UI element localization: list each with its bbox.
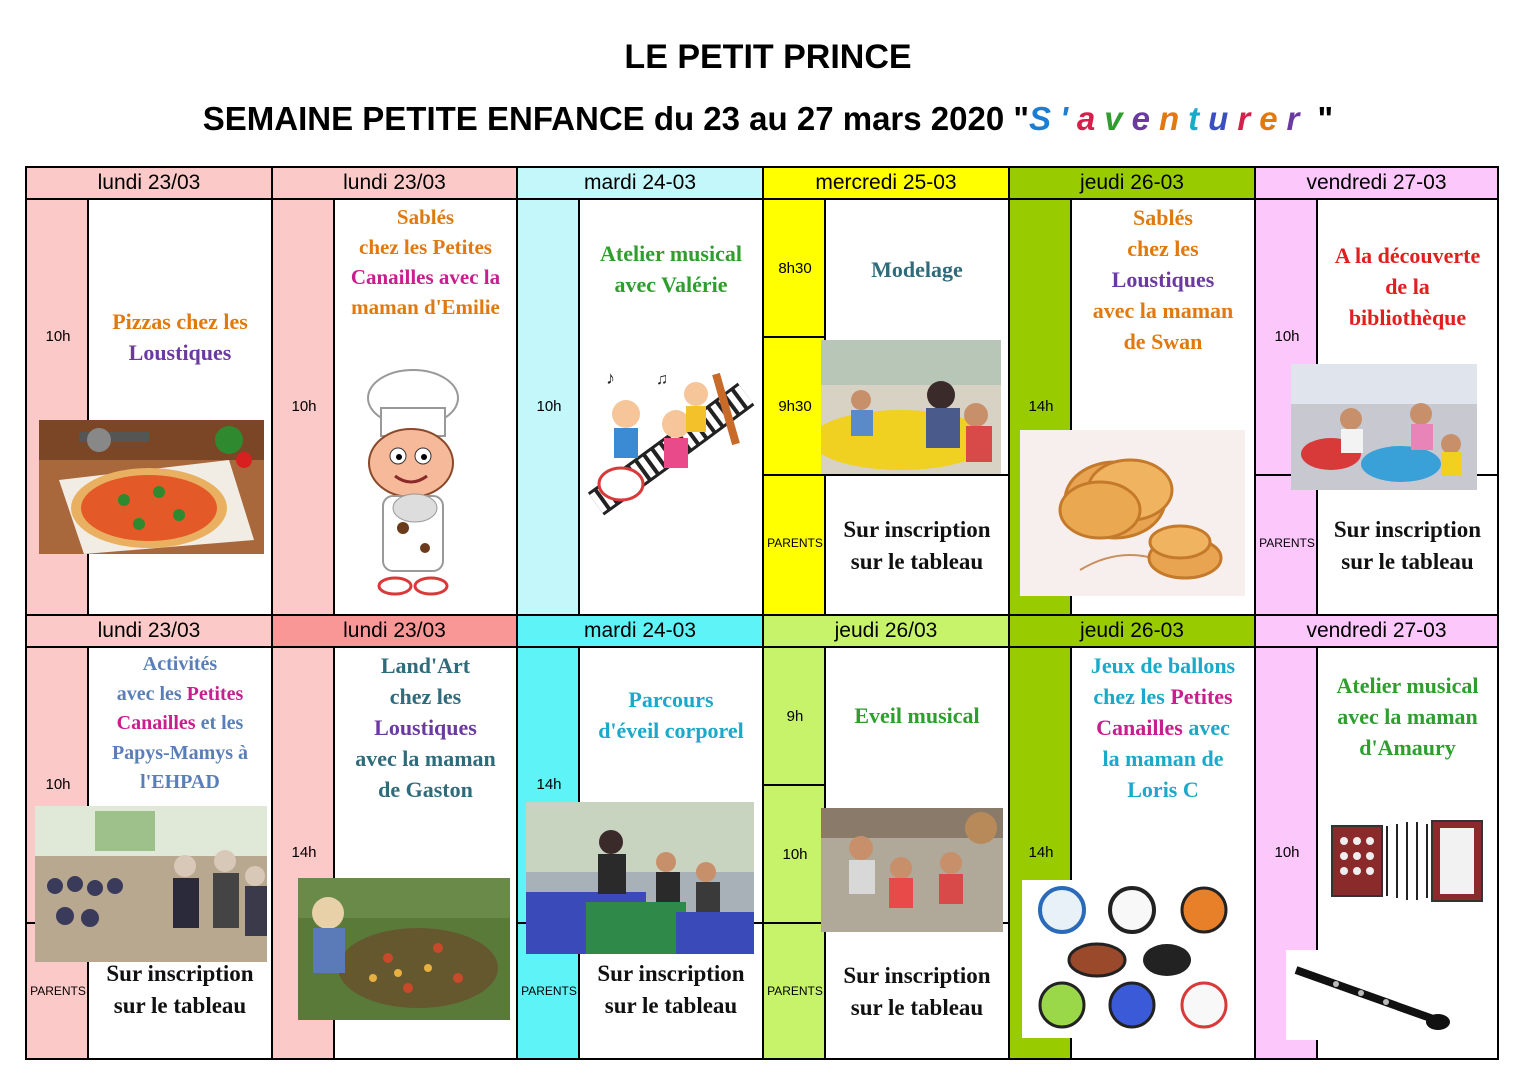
day-header: lundi 23/03	[27, 168, 271, 200]
day-header: mercredi 25-03	[764, 168, 1008, 200]
activity-text: Land'Art chez les Loustiques avec la maman de Gaston	[355, 653, 496, 802]
activity-text: Pizzas chez les Loustiques	[112, 309, 248, 365]
page-title: LE PETIT PRINCE	[624, 38, 912, 76]
subtitle-text: SEMAINE PETITE ENFANCE du 23 au 27 mars 2020	[202, 100, 1005, 137]
svg-text:♪: ♪	[606, 368, 615, 388]
day-header: vendredi 27-03	[1256, 616, 1497, 648]
day-header: lundi 23/03	[273, 168, 516, 200]
row-divider	[764, 474, 1008, 476]
theme-letter: v	[1104, 100, 1132, 137]
modelage-photo	[821, 340, 1001, 474]
theme-letter: e	[1131, 100, 1159, 137]
activity-text: A la découverte de la bibliothèque	[1334, 243, 1481, 330]
day-header: lundi 23/03	[27, 616, 271, 648]
day-header: vendredi 27-03	[1256, 168, 1497, 200]
activity-text: Sablés chez les Loustiques avec la maman de Swan	[1092, 205, 1234, 354]
theme-open-quote: "	[1013, 100, 1030, 137]
ehpad-photo	[35, 806, 267, 962]
theme-close-quote: "	[1308, 100, 1334, 137]
theme-letter: a	[1076, 100, 1105, 137]
activity-text: Eveil musical	[854, 703, 980, 728]
time-label: 10h	[782, 846, 808, 863]
bottom-thursday-1	[764, 616, 1010, 1058]
day-header: jeudi 26/03	[764, 616, 1008, 648]
library-photo	[1291, 364, 1477, 490]
time-label: 14h	[1028, 398, 1054, 415]
landart-photo	[298, 878, 510, 1020]
time-label: 14h	[1028, 844, 1054, 861]
time-label: 10h	[291, 398, 317, 415]
time-label: 14h	[536, 776, 562, 793]
time-label: 10h	[536, 398, 562, 415]
activity-text: Modelage	[871, 257, 963, 282]
time-label: 10h	[1274, 844, 1300, 861]
top-monday-1	[27, 168, 273, 614]
top-friday	[1256, 168, 1497, 614]
music-kids-illustration	[586, 354, 756, 534]
top-thursday	[1010, 168, 1256, 614]
bottom-friday	[1256, 616, 1497, 1058]
inscription-note: Sur inscription sur le tableau	[1333, 517, 1482, 574]
balls-illustration	[1022, 880, 1246, 1038]
activity-text: Atelier musical avec la maman d'Amaury	[1336, 673, 1479, 760]
time-label: 10h	[45, 328, 71, 345]
activity-text: Sablés chez les Petites Canailles avec la maman d'Emilie	[350, 205, 501, 319]
accordion-illustration	[1322, 806, 1490, 916]
bottom-thursday-2	[1010, 616, 1256, 1058]
parcours-photo	[526, 802, 754, 954]
clarinet-illustration	[1286, 950, 1454, 1040]
time-label: 9h	[786, 708, 804, 725]
activity-text: Atelier musical avec Valérie	[600, 241, 742, 297]
row-divider	[764, 336, 826, 338]
day-header: mardi 24-03	[518, 616, 762, 648]
sables-cookies-photo	[1020, 430, 1245, 596]
day-header: jeudi 26-03	[1010, 616, 1254, 648]
top-wednesday	[764, 168, 1010, 614]
schedule-grid	[25, 166, 1499, 1060]
parents-label: PARENTS	[767, 536, 823, 550]
day-header: mardi 24-03	[518, 168, 762, 200]
theme-letter: n	[1159, 100, 1189, 137]
bottom-monday-2	[273, 616, 518, 1058]
theme-letter: r	[1286, 100, 1309, 137]
svg-text:♫: ♫	[656, 371, 668, 388]
day-header: jeudi 26-03	[1010, 168, 1254, 200]
theme-letter: u	[1208, 100, 1238, 137]
parents-label: PARENTS	[767, 984, 823, 998]
theme-word	[1029, 100, 1308, 137]
activity-text: Jeux de ballons chez les Petites Canailles avec la maman de Loris C	[1090, 653, 1236, 802]
theme-letter: e	[1259, 100, 1287, 137]
chef-illustration	[353, 368, 473, 600]
activity-text: Parcours d'éveil corporel	[598, 687, 744, 743]
time-label: 9h30	[778, 398, 812, 415]
inscription-note: Sur inscription sur le tableau	[843, 963, 991, 1020]
top-monday-2	[273, 168, 518, 614]
time-label: 10h	[45, 776, 71, 793]
row-divider	[764, 784, 826, 786]
top-tuesday	[518, 168, 764, 614]
bottom-monday-1	[27, 616, 273, 1058]
day-header: lundi 23/03	[273, 616, 516, 648]
parents-label: PARENTS	[1259, 536, 1315, 550]
time-label: 14h	[291, 844, 317, 861]
inscription-note: Sur inscription sur le tableau	[597, 961, 745, 1018]
theme-letter: r	[1237, 100, 1260, 137]
page-subtitle	[0, 100, 1536, 138]
theme-letter: S	[1029, 100, 1061, 137]
theme-letter: t	[1188, 100, 1209, 137]
parents-label: PARENTS	[30, 984, 86, 998]
pizza-photo	[39, 420, 264, 554]
theme-letter: '	[1060, 100, 1077, 137]
parents-label: PARENTS	[521, 984, 577, 998]
activity-text: Activités avec les Petites Canailles et les Papys-Mamys à l'EHPAD	[111, 653, 249, 793]
eveil-musical-photo	[821, 808, 1003, 932]
inscription-note: Sur inscription sur le tableau	[106, 961, 254, 1018]
time-label: 10h	[1274, 328, 1300, 345]
inscription-note: Sur inscription sur le tableau	[843, 517, 991, 574]
time-label: 8h30	[778, 260, 812, 277]
bottom-tuesday	[518, 616, 764, 1058]
